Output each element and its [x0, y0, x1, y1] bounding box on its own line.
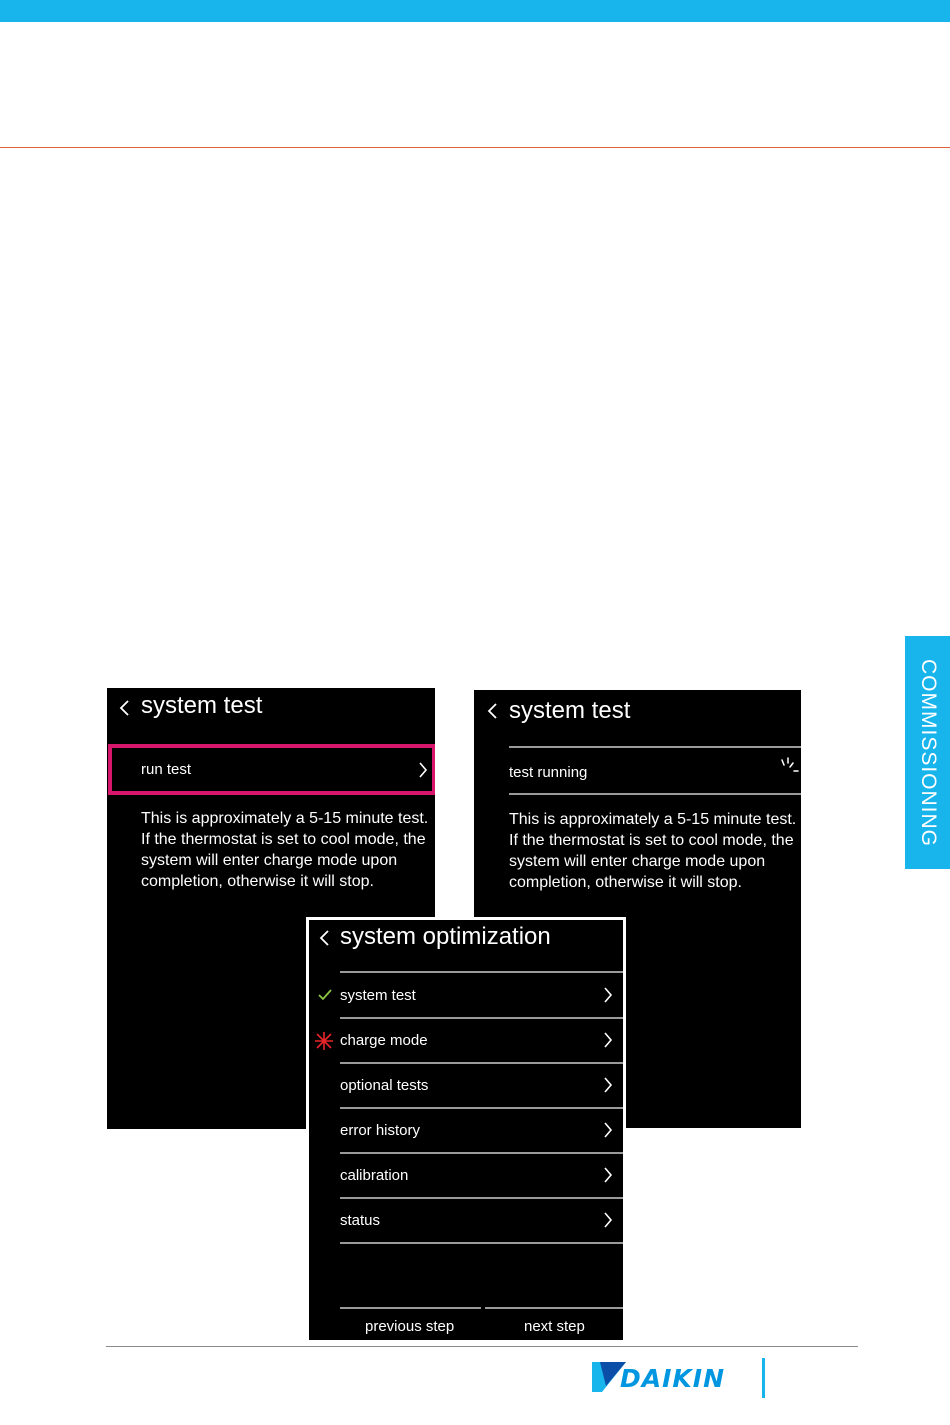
button-divider [485, 1307, 626, 1309]
chevron-right-icon[interactable] [603, 1166, 613, 1184]
section-tab-label: COMMISSIONING [916, 658, 940, 847]
screen-system-optimization [306, 917, 626, 1343]
screen-title: system optimization [340, 923, 551, 950]
row-divider [509, 793, 801, 795]
footer-divider [106, 1346, 858, 1347]
row-divider [340, 1152, 626, 1154]
row-divider [340, 1017, 626, 1019]
menu-item-status[interactable]: status [340, 1212, 381, 1229]
svg-text:DAIKIN: DAIKIN [620, 1364, 725, 1393]
row-divider [340, 1062, 626, 1064]
menu-item-error-history[interactable]: error history [340, 1122, 421, 1139]
asterisk-alert-icon [314, 1031, 334, 1051]
row-divider [340, 1242, 626, 1244]
screen-title: system test [509, 697, 631, 724]
chevron-right-icon[interactable] [603, 986, 613, 1004]
chevron-right-icon[interactable] [603, 1121, 613, 1139]
back-chevron-icon[interactable] [119, 699, 130, 717]
run-test-button-label[interactable]: run test [141, 761, 192, 778]
daikin-logo [592, 1360, 737, 1394]
row-divider [340, 1107, 626, 1109]
screen-title: system test [141, 692, 263, 719]
previous-step-button[interactable]: previous step [365, 1318, 455, 1335]
header-divider [0, 147, 950, 148]
top-accent-bar [0, 0, 950, 22]
row-divider [509, 746, 801, 748]
menu-item-charge-mode[interactable]: charge mode [340, 1032, 428, 1049]
menu-item-system-test[interactable]: system test [340, 987, 416, 1004]
run-test-highlight [108, 744, 435, 795]
row-divider [340, 1197, 626, 1199]
test-description: This is approximately a 5-15 minute test. If the thermostat is set to cool mode, the system will enter charge mode upon completion, otherwise it will stop. [509, 811, 797, 891]
menu-item-calibration[interactable]: calibration [340, 1167, 409, 1184]
test-description: This is approximately a 5-15 minute test. If the thermostat is set to cool mode, the system will enter charge mode upon completion, otherwise it will stop. [141, 810, 429, 890]
chevron-right-icon[interactable] [603, 1211, 613, 1229]
back-chevron-icon[interactable] [487, 702, 498, 720]
button-divider [340, 1307, 481, 1309]
menu-item-optional-tests[interactable]: optional tests [340, 1077, 429, 1094]
test-running-label: test running [509, 764, 588, 781]
section-tab [905, 636, 950, 869]
footer-accent-bar [762, 1358, 765, 1398]
next-step-button[interactable]: next step [524, 1318, 585, 1335]
chevron-right-icon[interactable] [603, 1031, 613, 1049]
checkmark-icon [317, 988, 333, 1002]
row-divider [340, 971, 626, 973]
loading-spinner-icon [778, 757, 800, 775]
chevron-right-icon[interactable] [603, 1076, 613, 1094]
back-chevron-icon[interactable] [319, 929, 330, 947]
